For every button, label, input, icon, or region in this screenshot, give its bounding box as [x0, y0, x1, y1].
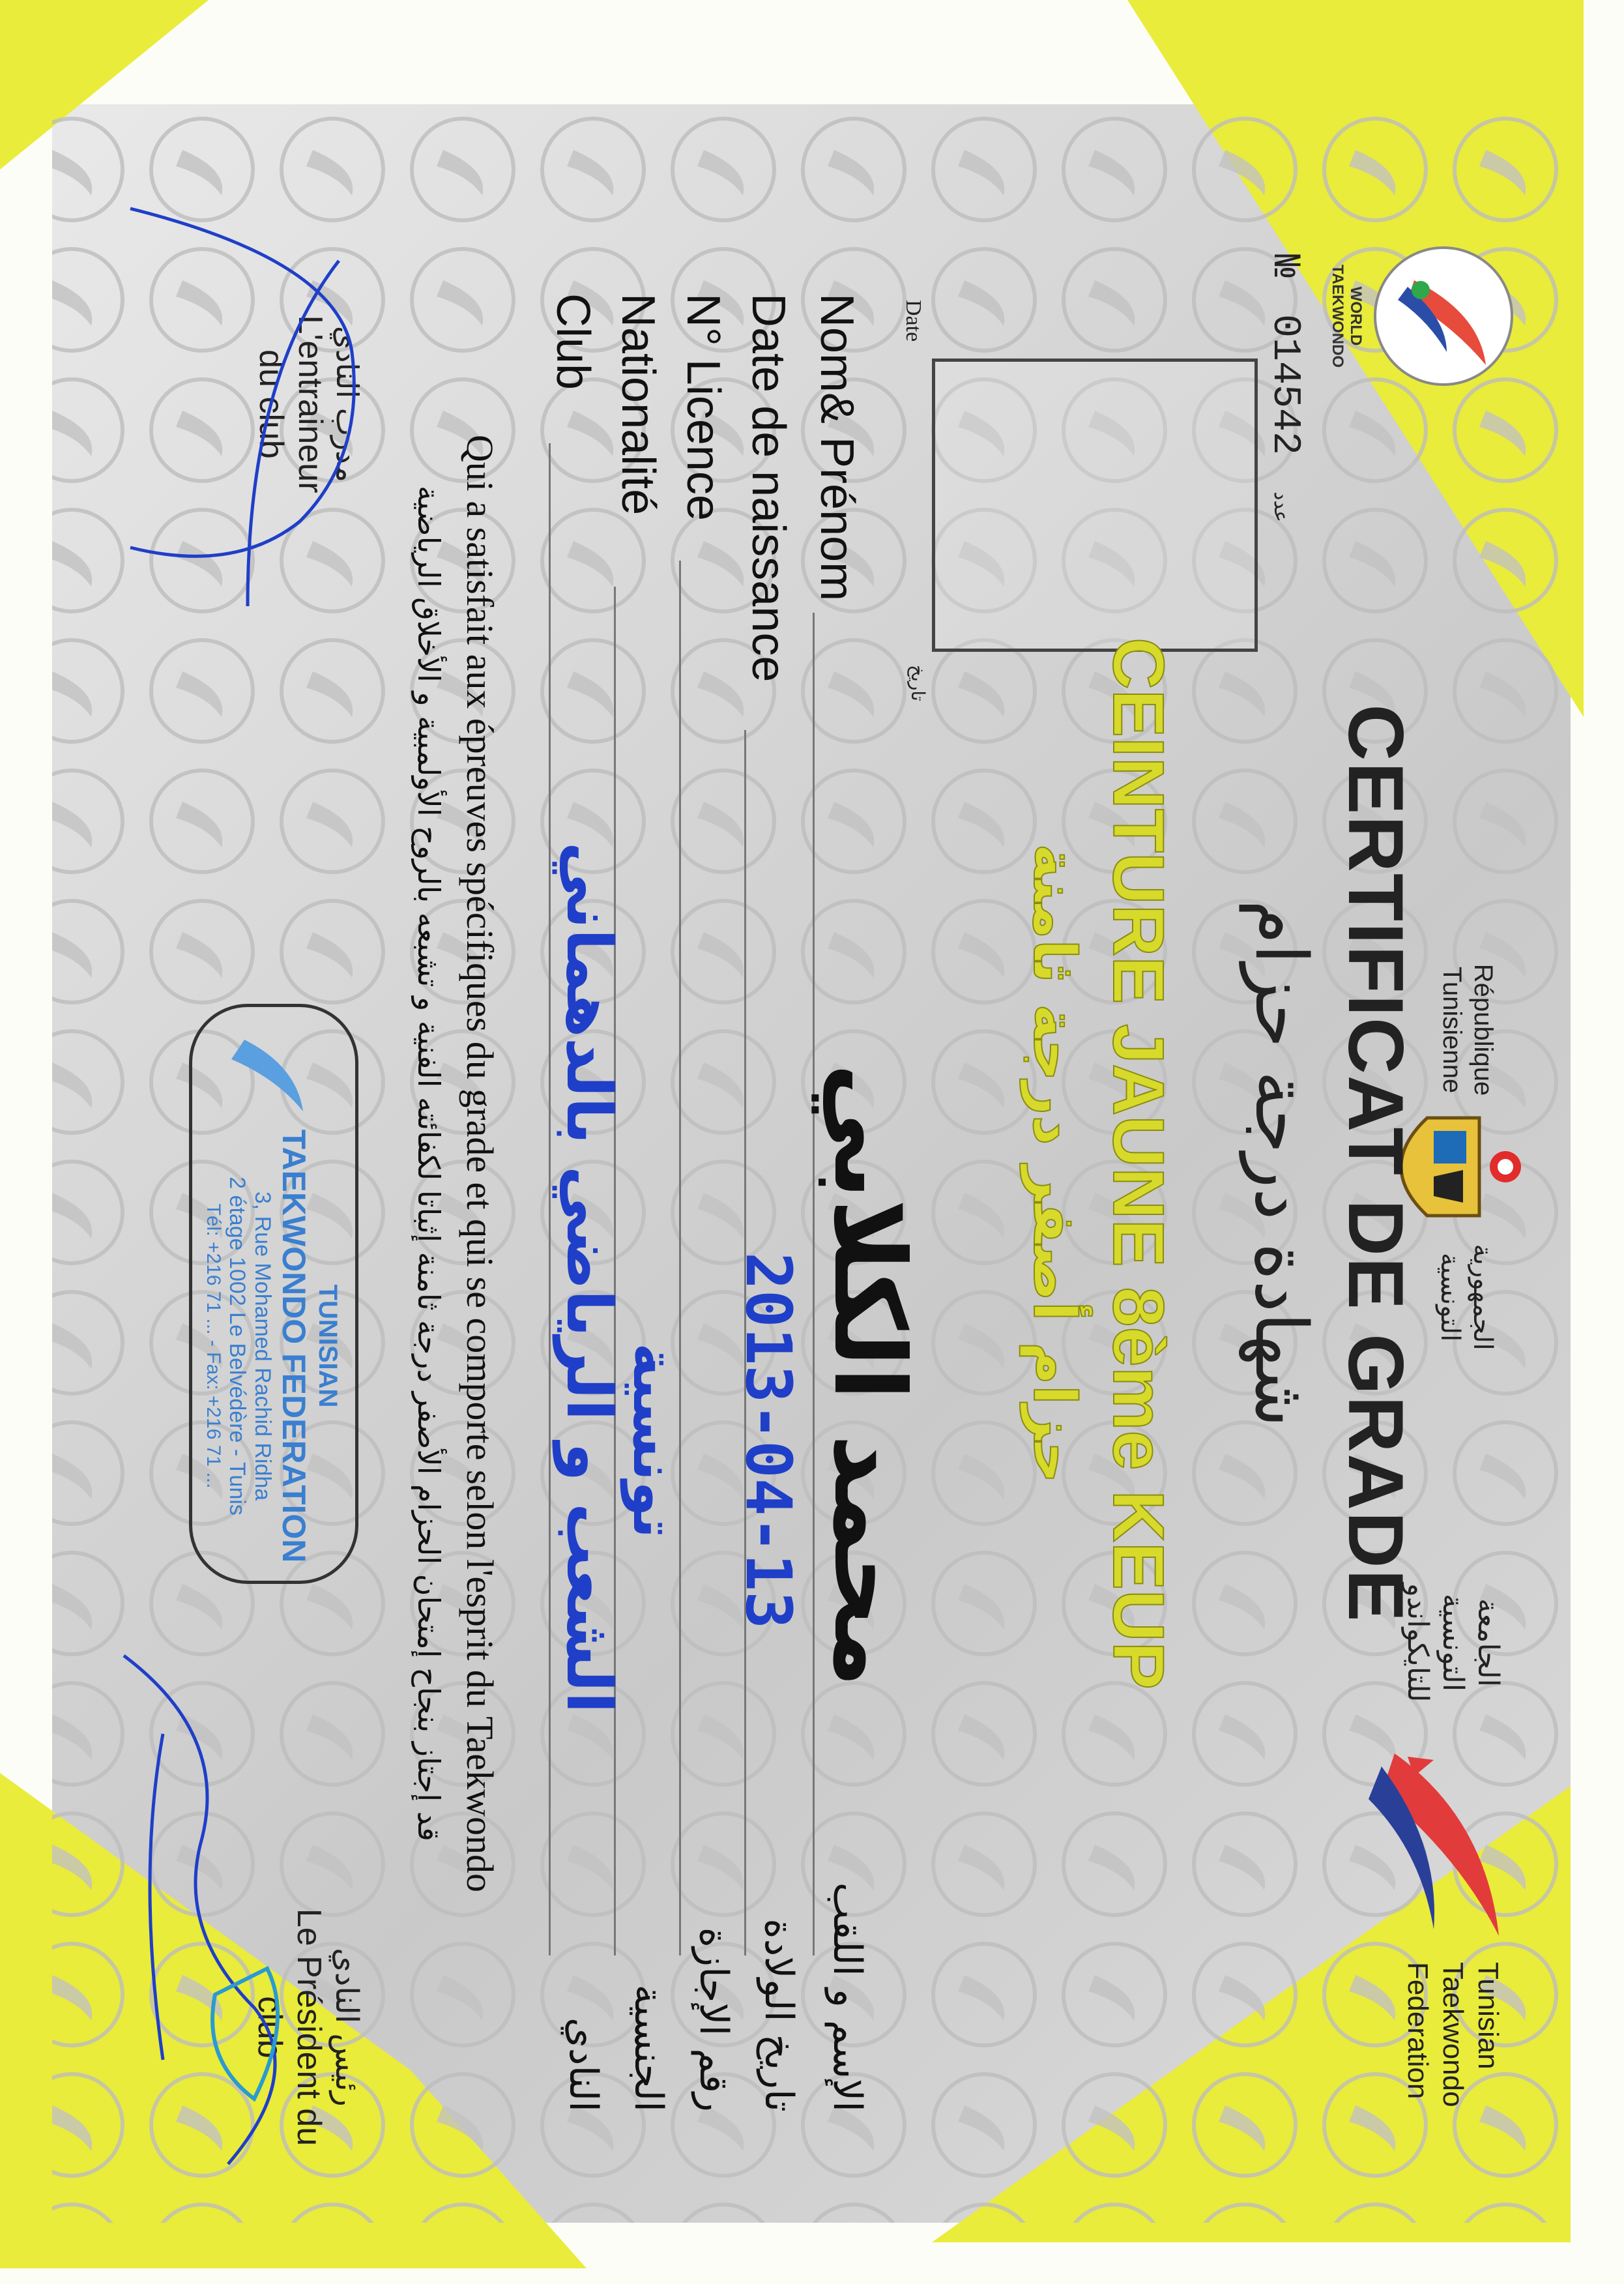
- field-label-ar-licence: رقم الإجازة: [691, 1927, 736, 2112]
- stamp-line5: Tél: +216 71 ... - Fax: +216 71 ...: [203, 1203, 224, 1489]
- republic-ar-line2: التونسية: [1435, 1252, 1465, 1342]
- stamp-line2: TAEKWONDO FEDERATION: [276, 1129, 312, 1563]
- coach-title-ar: مدرب النادي: [330, 325, 365, 483]
- republic-ar-line1: الجمهورية: [1468, 1244, 1498, 1351]
- federation-stamp: [189, 1004, 358, 1584]
- stamp-text: [202, 1124, 342, 1568]
- coach-signature-icon: [104, 183, 378, 639]
- certificate-title-ar: شهادة درجة حزام: [1240, 900, 1323, 1428]
- field-label-ar-nationality: الجنسية: [626, 1984, 671, 2112]
- president-title-fr-line1: Le Président du: [290, 1908, 328, 2146]
- field-value-club: الشعب و الرياضي بالدهماني: [553, 842, 626, 1714]
- federation-en-line1: Tunisian: [1472, 1962, 1504, 2070]
- field-label-licence: N° Licence: [677, 293, 729, 521]
- statement-fr: Qui a satisfait aux épreuves spécifiques du grade et qui se comporte selon l'esprit du Taekwondo: [459, 434, 501, 1893]
- statement-ar: قد إجتاز بنجاح إمتحان الحزام الأصفر درجة ثامنة إثباتا لكفائته الفنية و تشبعه بالروح الأولمبية و الأخلاق الرياضية: [411, 486, 446, 1841]
- field-label-birthdate: Date de naissance: [742, 293, 794, 682]
- president-title-fr-line2: club: [251, 1996, 289, 2058]
- belt-title-fr: CEINTURE JAUNE 8ème KEUP: [1098, 637, 1178, 1690]
- republic-fr: [1436, 958, 1499, 1102]
- number-value: 014542: [1262, 314, 1307, 456]
- belt-title-ar: حزام أصفر درجة ثامنة: [1020, 843, 1088, 1484]
- number-label: №: [1262, 254, 1307, 278]
- coach-title-fr-line1: L'entraineur: [291, 315, 329, 493]
- republic-ar: [1434, 1232, 1499, 1362]
- coach-title-fr-line2: du club: [252, 349, 290, 459]
- field-line-club: [549, 443, 551, 1955]
- field-label-ar-club: النادي: [560, 2017, 606, 2112]
- stamp-line3: 3, Rue Mohamed Rachid Ridha: [250, 1191, 275, 1501]
- field-label-ar-name: الإسم و اللقب: [824, 1882, 870, 2112]
- certificate-content: [52, 104, 1571, 2223]
- date-label: Date: [901, 300, 925, 342]
- field-value-name: محمد الكلابي: [812, 1063, 925, 1688]
- field-label-club: Club: [547, 293, 599, 390]
- republic-fr-line2: Tunisienne: [1438, 966, 1466, 1094]
- stamp-line4: 2 étage 1002 Le Belvédère - Tunis: [225, 1177, 250, 1515]
- date-ar-label: تاريخ: [907, 665, 929, 701]
- stamp-logo-icon: [225, 1027, 323, 1118]
- field-label-ar-birthdate: تاريخ الولادة: [756, 1918, 802, 2112]
- field-value-nationality: تونسية: [620, 1342, 688, 1539]
- photo-box: [932, 359, 1258, 652]
- president-signature-icon: [72, 1603, 332, 2190]
- number-ar: عدد: [1269, 491, 1292, 523]
- federation-en-line3: Federation: [1402, 1962, 1434, 2100]
- field-label-name: Nom& Prénom: [811, 293, 863, 602]
- federation-ar-line1: الجامعة: [1472, 1598, 1505, 1687]
- president-title-ar: رئيس النادي: [328, 1948, 365, 2107]
- federation-en-line2: Taekwondo: [1437, 1962, 1469, 2107]
- republic-fr-line1: République: [1469, 963, 1498, 1096]
- certificate-title-fr: CERTIFICAT DE GRADE: [1332, 704, 1419, 1623]
- federation-ar-line2: التونسية: [1436, 1593, 1470, 1691]
- wt-logo-text: WORLD TAEKWONDO: [1329, 264, 1365, 368]
- federation-ar-line3: للتايكواندو: [1401, 1583, 1434, 1703]
- stamp-line1: TUNISIAN: [313, 1284, 342, 1408]
- field-value-birthdate: 2013-04-13: [732, 1252, 805, 1629]
- field-label-nationality: Nationalité: [612, 293, 664, 516]
